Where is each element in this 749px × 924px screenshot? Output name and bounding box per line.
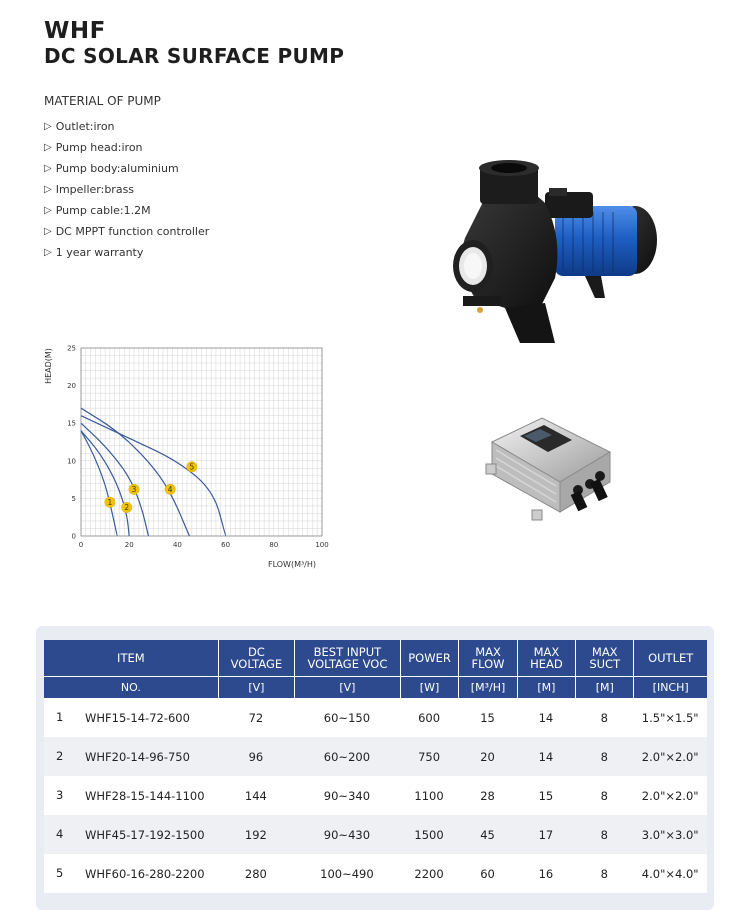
table-cell: 2200 xyxy=(400,854,459,893)
row-number: 4 xyxy=(56,827,64,841)
header-line: FLOW xyxy=(471,657,505,671)
column-header xyxy=(218,640,294,677)
table-cell: 16 xyxy=(517,854,575,893)
table-cell: 8 xyxy=(575,776,633,815)
x-tick-label: 40 xyxy=(172,541,182,549)
table-cell: 1.5"×1.5" xyxy=(633,698,707,737)
table-cell: 1100 xyxy=(400,776,459,815)
table-cell: 60~150 xyxy=(294,698,400,737)
table-cell: 1500 xyxy=(400,815,459,854)
unit-header: [M] xyxy=(517,677,575,698)
y-tick-label: 10 xyxy=(67,457,76,466)
table-cell: 3.0"×3.0" xyxy=(633,815,707,854)
material-item: ▷ Pump body:aluminium xyxy=(44,161,179,175)
y-tick-label: 5 xyxy=(71,494,76,503)
header-line: POWER xyxy=(408,651,451,665)
header-line: ITEM xyxy=(117,651,145,665)
x-tick-label: 100 xyxy=(315,541,329,549)
performance-curve-4 xyxy=(81,408,189,536)
item-cell xyxy=(44,776,218,815)
model-title: WHF xyxy=(44,18,106,44)
mppt-controller-image xyxy=(482,412,622,530)
table-cell: 8 xyxy=(575,737,633,776)
row-number: 3 xyxy=(56,788,64,802)
chart-markers xyxy=(105,462,197,513)
table-cell: 144 xyxy=(218,776,294,815)
table-cell: 600 xyxy=(400,698,459,737)
table-row xyxy=(44,737,707,776)
table-cell: 14 xyxy=(517,737,575,776)
y-tick-label: 15 xyxy=(67,419,76,428)
curve-marker-label: 3 xyxy=(131,485,137,495)
table-cell: 45 xyxy=(458,815,516,854)
table-cell: 90~340 xyxy=(294,776,400,815)
x-tick-label: 20 xyxy=(124,541,134,549)
triangle-bullet-icon: ▷ xyxy=(44,141,52,153)
column-header xyxy=(633,640,707,677)
column-header xyxy=(400,640,459,677)
triangle-bullet-icon: ▷ xyxy=(44,183,52,195)
curve-marker-label: 5 xyxy=(189,462,195,472)
spec-table-panel xyxy=(36,626,714,910)
model-name: WHF45-17-192-1500 xyxy=(85,827,205,842)
table-cell: 15 xyxy=(517,776,575,815)
curve-marker-label: 2 xyxy=(124,503,130,513)
y-tick-label: 25 xyxy=(67,344,76,353)
header-line: HEAD xyxy=(530,657,563,671)
table-cell: 8 xyxy=(575,698,633,737)
model-name: WHF20-14-96-750 xyxy=(85,749,190,764)
table-row xyxy=(44,776,707,815)
material-item: ▷ Impeller:brass xyxy=(44,182,135,196)
column-header xyxy=(517,640,575,677)
surface-pump-image xyxy=(445,158,670,350)
table-cell: 2.0"×2.0" xyxy=(633,776,707,815)
material-item: ▷ 1 year warranty xyxy=(44,245,144,259)
y-axis-label: HEAD(M) xyxy=(44,348,53,384)
y-tick-label: 20 xyxy=(67,382,76,391)
material-list xyxy=(44,116,209,263)
header-line: SUCT xyxy=(589,657,621,671)
x-tick-label: 0 xyxy=(78,541,84,549)
performance-chart xyxy=(40,338,340,578)
item-cell xyxy=(44,737,218,776)
material-item: ▷ DC MPPT function controller xyxy=(44,224,210,238)
table-cell: 17 xyxy=(517,815,575,854)
header-line: OUTLET xyxy=(648,651,694,665)
triangle-bullet-icon: ▷ xyxy=(44,120,52,132)
table-cell: 4.0"×4.0" xyxy=(633,854,707,893)
table-cell: 60~200 xyxy=(294,737,400,776)
item-cell xyxy=(44,698,218,737)
column-header xyxy=(294,640,400,677)
header-line: DC xyxy=(247,645,265,659)
table-cell: 280 xyxy=(218,854,294,893)
model-name: WHF28-15-144-1100 xyxy=(85,788,205,803)
table-cell: 90~430 xyxy=(294,815,400,854)
triangle-bullet-icon: ▷ xyxy=(44,225,52,237)
table-cell: 96 xyxy=(218,737,294,776)
unit-header: [W] xyxy=(400,677,459,698)
table-cell: 8 xyxy=(575,815,633,854)
x-tick-label: 60 xyxy=(221,541,231,549)
header-line: MAX xyxy=(475,645,501,659)
x-tick-label: 80 xyxy=(269,541,279,549)
row-number: 2 xyxy=(56,749,64,763)
header-line: VOLTAGE VOC xyxy=(307,657,388,671)
table-cell: 8 xyxy=(575,854,633,893)
table-cell: 20 xyxy=(458,737,516,776)
table-cell: 60 xyxy=(458,854,516,893)
column-header xyxy=(575,640,633,677)
triangle-bullet-icon: ▷ xyxy=(44,246,52,258)
table-cell: 750 xyxy=(400,737,459,776)
material-item: ▷ Outlet:iron xyxy=(44,119,115,133)
table-row xyxy=(44,815,707,854)
curve-marker-label: 4 xyxy=(167,485,173,495)
table-cell: 14 xyxy=(517,698,575,737)
header-line: BEST INPUT xyxy=(313,645,382,659)
unit-header: NO. xyxy=(44,677,218,698)
item-cell xyxy=(44,854,218,893)
chart-axes xyxy=(67,345,329,550)
unit-header: [V] xyxy=(294,677,400,698)
material-item: ▷ Pump head:iron xyxy=(44,140,143,154)
chart-grid xyxy=(81,348,322,536)
header-line: VOLTAGE xyxy=(230,657,283,671)
header-line: MAX xyxy=(591,645,618,659)
triangle-bullet-icon: ▷ xyxy=(44,204,52,216)
table-row xyxy=(44,698,707,737)
table-cell: 28 xyxy=(458,776,516,815)
table-cell: 100~490 xyxy=(294,854,400,893)
material-heading: MATERIAL OF PUMP xyxy=(44,94,161,108)
header-line: MAX xyxy=(533,645,560,659)
item-cell xyxy=(44,815,218,854)
row-number: 5 xyxy=(56,866,64,880)
model-name: WHF15-14-72-600 xyxy=(85,710,190,725)
table-cell: 72 xyxy=(218,698,294,737)
unit-header: [M³/H] xyxy=(458,677,516,698)
model-name: WHF60-16-280-2200 xyxy=(85,866,205,881)
x-axis-label: FLOW(M³/H) xyxy=(267,560,317,569)
material-item: ▷ Pump cable:1.2M xyxy=(44,203,151,217)
table-cell: 2.0"×2.0" xyxy=(633,737,707,776)
table-row xyxy=(44,854,707,893)
table-cell: 192 xyxy=(218,815,294,854)
unit-header: [V] xyxy=(218,677,294,698)
product-title: DC SOLAR SURFACE PUMP xyxy=(44,44,345,68)
column-header xyxy=(458,640,516,677)
unit-header: [INCH] xyxy=(633,677,707,698)
curve-marker-label: 1 xyxy=(107,497,113,507)
y-tick-label: 0 xyxy=(71,532,76,541)
row-number: 1 xyxy=(56,710,64,724)
table-cell: 15 xyxy=(458,698,516,737)
triangle-bullet-icon: ▷ xyxy=(44,162,52,174)
column-header xyxy=(44,640,218,677)
unit-header: [M] xyxy=(575,677,633,698)
spec-table xyxy=(44,640,707,893)
